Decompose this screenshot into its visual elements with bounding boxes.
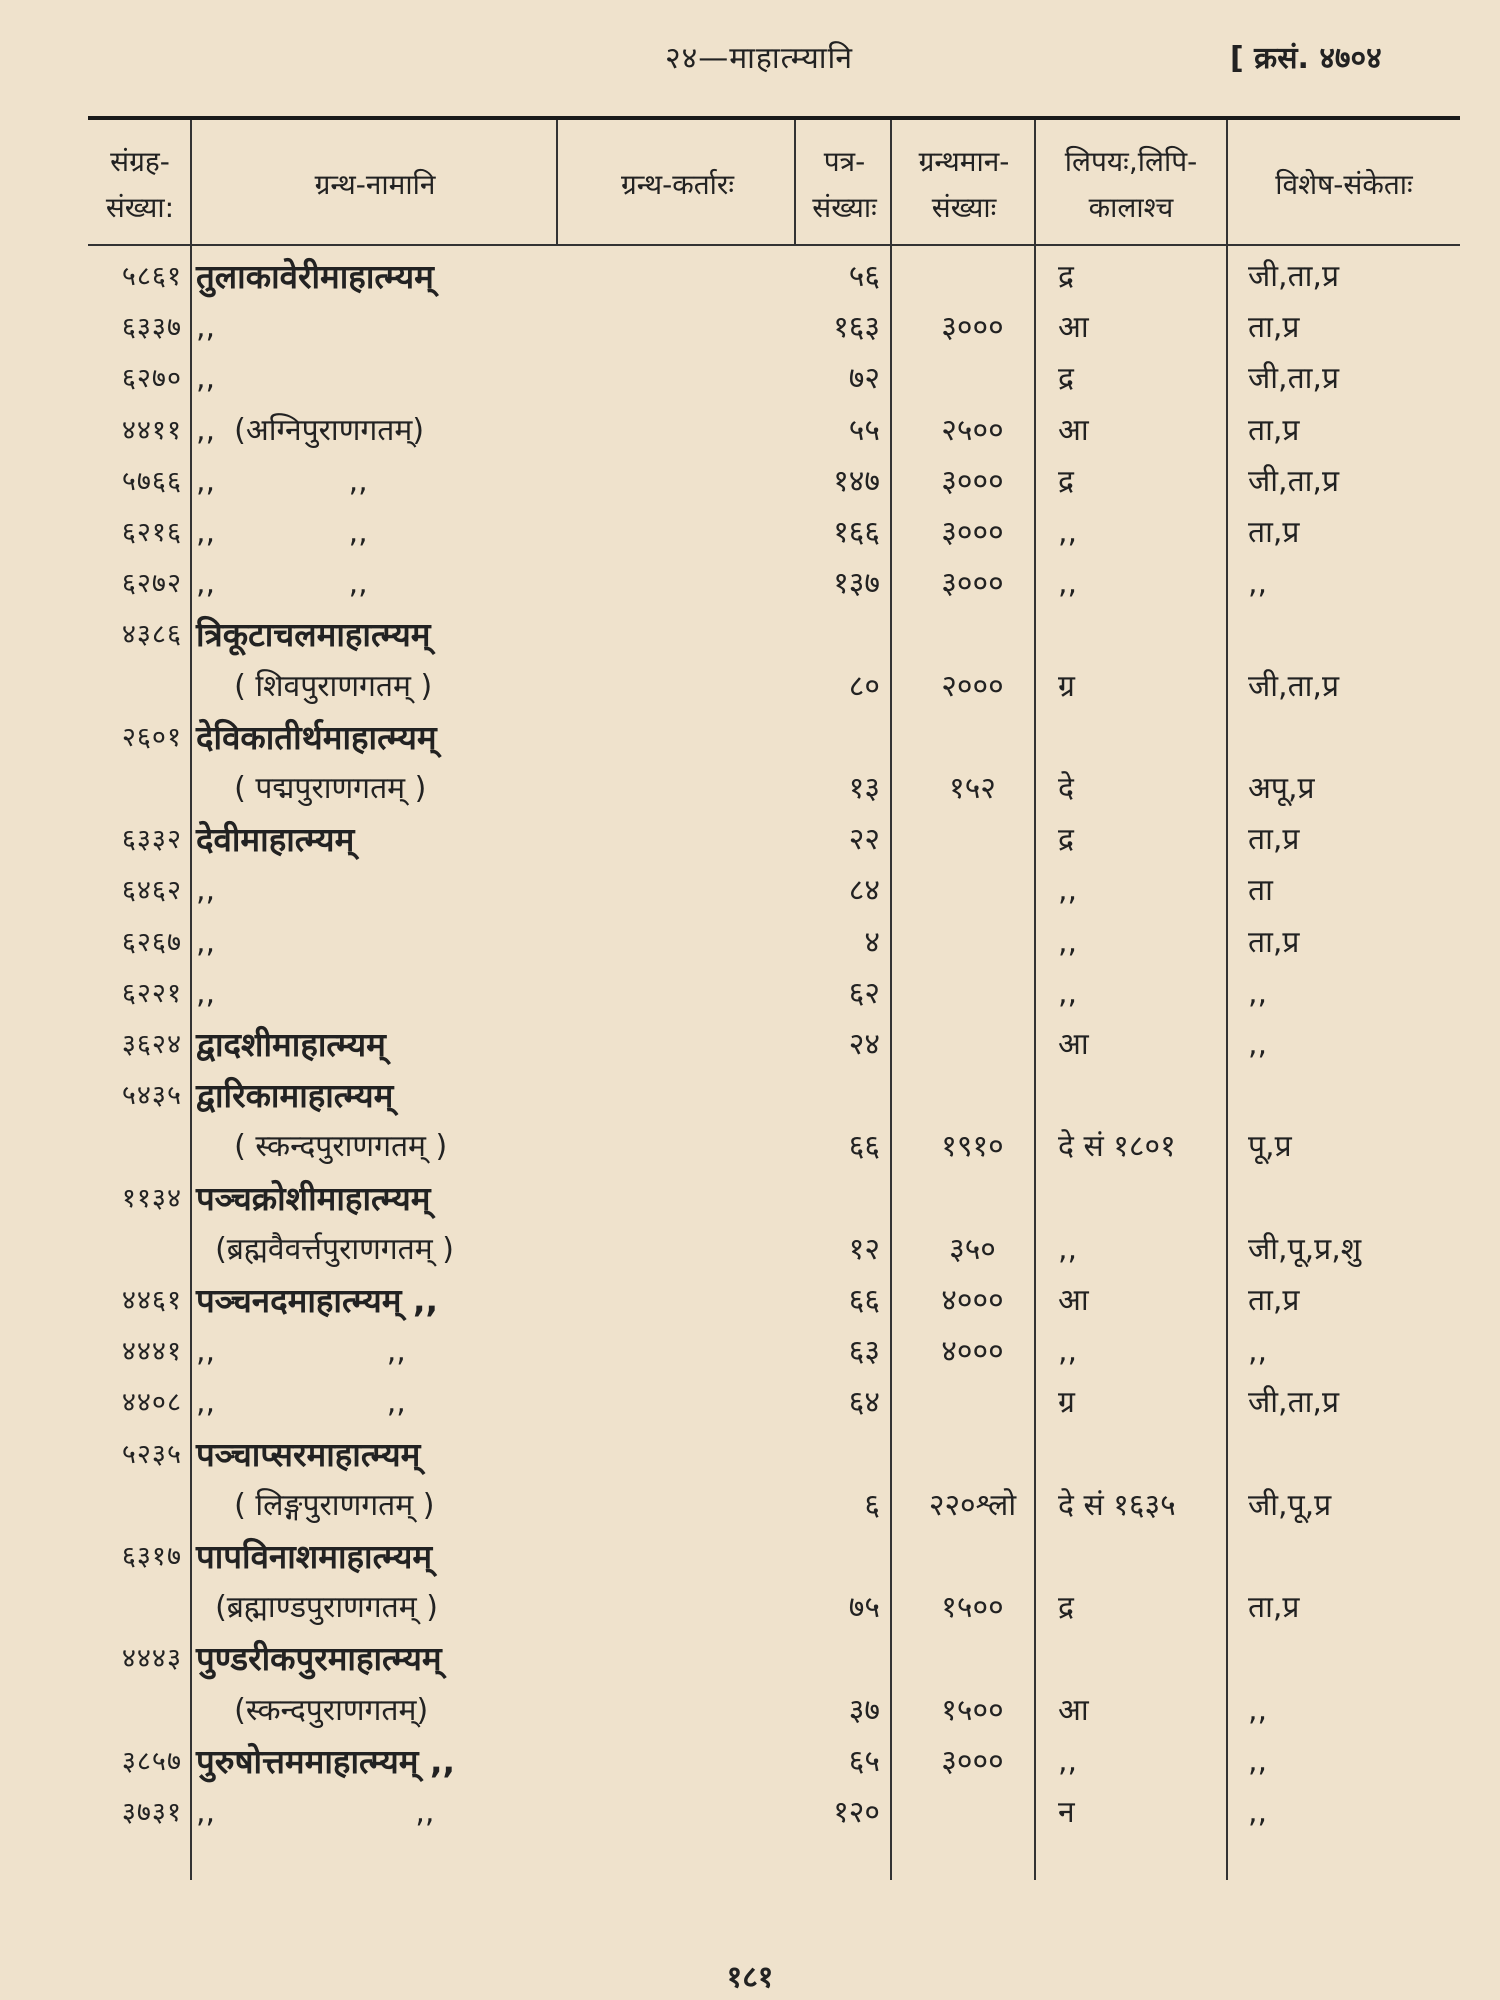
- leaves-count: २२: [848, 822, 880, 858]
- serial-number: ५४३५: [121, 1080, 182, 1112]
- leaves-count: ८४: [848, 873, 880, 909]
- serial-number: [80, 1583, 182, 1633]
- leaves-count: [800, 1532, 880, 1582]
- table-row: [0, 508, 1500, 558]
- table-row: [0, 1583, 1500, 1633]
- table-row: [0, 1788, 1500, 1838]
- extent-count: [905, 1378, 1040, 1428]
- leaves-count: १६६: [833, 515, 880, 550]
- work-name: पञ्चनदमाहात्म्यम् ,,: [196, 1281, 439, 1320]
- remarks: [1248, 1634, 1458, 1684]
- extent-count: १५००: [941, 1590, 1004, 1626]
- leaves-count: ६३: [848, 1334, 880, 1370]
- remarks: [1248, 1071, 1458, 1121]
- leaves-count: १२०: [833, 1795, 880, 1830]
- leaves-count: ७५: [848, 1590, 880, 1626]
- table-row: [0, 1481, 1500, 1531]
- work-name: ( पद्मपुराणगतम् ): [196, 771, 427, 806]
- remarks: अपू,प्र: [1248, 771, 1315, 806]
- table-row: [0, 662, 1500, 712]
- table-row: [0, 1634, 1500, 1684]
- table-row: [0, 969, 1500, 1019]
- remarks: जी,पू,प्र: [1248, 1487, 1332, 1523]
- col-header-name-text: ग्रन्थ-नामानि: [314, 168, 436, 201]
- serial-number: ५७६६: [121, 465, 182, 497]
- extent-count: ३०००: [941, 1743, 1004, 1779]
- serial-number: ५८६१: [121, 261, 182, 292]
- table-row: [0, 303, 1500, 353]
- table-row: [0, 1532, 1500, 1582]
- extent-count: [905, 815, 1040, 865]
- remarks: ता,प्र: [1248, 310, 1300, 346]
- leaves-count: ८०: [848, 668, 880, 704]
- extent-count: [905, 1788, 1040, 1838]
- remarks: ता,प्र: [1248, 924, 1300, 960]
- leaves-count: ६६: [848, 1283, 880, 1318]
- extent-count: ३०००: [941, 310, 1004, 346]
- col-header-leaves-text: पत्र- संख्याः: [812, 145, 877, 224]
- extent-count: [905, 1020, 1040, 1070]
- script-date: आ: [1058, 412, 1089, 448]
- remarks: ,,: [1248, 566, 1268, 602]
- work-name: पञ्चक्रोशीमाहात्म्यम्: [196, 1178, 431, 1218]
- script-date: आ: [1058, 1692, 1089, 1728]
- script-date: ,,: [1058, 924, 1078, 960]
- extent-count: [905, 1174, 1040, 1224]
- top-rule: [88, 116, 1460, 120]
- work-name: ,, ,,: [196, 463, 368, 499]
- work-name: ,, (अग्निपुराणगतम्): [196, 412, 425, 448]
- table-row: [0, 1276, 1500, 1326]
- script-date: दे: [1058, 771, 1074, 806]
- script-date: द्र: [1058, 822, 1074, 858]
- remarks: ता,प्र: [1248, 1283, 1300, 1318]
- extent-count: [905, 610, 1040, 660]
- extent-count: २२०श्लो: [928, 1487, 1017, 1523]
- leaves-count: ३७: [848, 1692, 880, 1728]
- serial-number: [80, 764, 182, 814]
- script-date: [1058, 713, 1228, 763]
- leaves-count: [800, 1071, 880, 1121]
- page-number: १८१: [726, 1960, 774, 1995]
- serial-number: ११३४: [121, 1182, 182, 1214]
- extent-count: १९१०: [941, 1129, 1004, 1165]
- leaves-count: ६४: [848, 1385, 880, 1421]
- col-header-serial-text: संग्रह- संख्या:: [105, 145, 175, 224]
- serial-number: ४४४१: [121, 1336, 182, 1368]
- extent-count: १५००: [941, 1692, 1004, 1728]
- table-row: [0, 1327, 1500, 1377]
- remarks: [1248, 1430, 1458, 1480]
- serial-number: ३८५७: [121, 1745, 182, 1777]
- table-row: [0, 1020, 1500, 1070]
- extent-count: [905, 713, 1040, 763]
- col-header-remarks-text: विशेष-संकेताः: [1275, 168, 1413, 201]
- remarks: [1248, 610, 1458, 660]
- serial-number: ३६२४: [121, 1029, 182, 1060]
- extent-count: १५२: [949, 771, 996, 806]
- work-name: ( स्कन्दपुराणगतम् ): [196, 1129, 448, 1165]
- remarks: जी,ता,प्र: [1248, 668, 1340, 704]
- remarks: [1248, 713, 1458, 763]
- remarks: ता,प्र: [1248, 822, 1300, 858]
- extent-count: [905, 918, 1040, 968]
- remarks: जी,ता,प्र: [1248, 463, 1340, 499]
- extent-count: ३०००: [941, 463, 1004, 499]
- table-row: [0, 457, 1500, 507]
- work-name: ,, ,,: [196, 1795, 435, 1830]
- leaves-count: ६: [864, 1487, 880, 1523]
- leaves-count: १६३: [833, 310, 880, 346]
- extent-count: २०००: [941, 668, 1004, 704]
- extent-count: ४०००: [941, 1334, 1004, 1370]
- extent-count: ३०००: [941, 566, 1004, 602]
- leaves-count: ६६: [848, 1129, 880, 1165]
- script-date: ,,: [1058, 515, 1078, 550]
- script-date: [1058, 1430, 1228, 1480]
- work-name: द्वादशीमाहात्म्यम्: [196, 1025, 386, 1064]
- leaves-count: ५६: [848, 259, 880, 294]
- table-row: [0, 1071, 1500, 1121]
- extent-count: [905, 1071, 1040, 1121]
- leaves-count: ६५: [848, 1743, 880, 1779]
- extent-count: ४०००: [941, 1283, 1004, 1318]
- script-date: ग्र: [1058, 1385, 1075, 1421]
- col-header-script: [1036, 130, 1226, 240]
- work-name: पापविनाशमाहात्म्यम्: [196, 1537, 433, 1576]
- table-row: [0, 713, 1500, 763]
- table-row: [0, 1378, 1500, 1428]
- script-date: [1058, 1532, 1228, 1582]
- work-name: ,,: [196, 924, 216, 960]
- leaves-count: २४: [848, 1027, 880, 1062]
- col-header-author: [560, 130, 795, 240]
- remarks: ता,प्र: [1248, 515, 1300, 550]
- header-rule: [88, 244, 1460, 246]
- work-name: त्रिकूटाचलमाहात्म्यम्: [196, 615, 431, 655]
- script-date: ,,: [1058, 1231, 1078, 1267]
- remarks: ,,: [1248, 1334, 1268, 1370]
- serial-number: ६३३२: [121, 824, 182, 856]
- work-name: देवीमाहात्म्यम्: [196, 820, 355, 860]
- table-row: [0, 1122, 1500, 1172]
- col-header-author-text: ग्रन्थ-कर्तारः: [620, 168, 735, 201]
- extent-count: ३५०: [949, 1231, 996, 1267]
- extent-count: [905, 354, 1040, 404]
- serial-number: [80, 1686, 182, 1736]
- work-name: ,,: [196, 361, 216, 397]
- serial-number: ६२१६: [121, 517, 182, 548]
- leaves-count: ५५: [848, 412, 880, 448]
- col-header-name: [195, 130, 555, 240]
- serial-number: ६२२१: [121, 977, 182, 1009]
- table-row: [0, 1174, 1500, 1224]
- script-date: द्र: [1058, 1590, 1074, 1626]
- script-date: दे सं १८०१: [1058, 1129, 1176, 1165]
- remarks: ,,: [1248, 1795, 1268, 1830]
- remarks: ता: [1248, 873, 1273, 909]
- remarks: ,,: [1248, 1743, 1268, 1779]
- script-date: द्र: [1058, 361, 1074, 397]
- work-name: (ब्रह्माण्डपुराणगतम् ): [196, 1590, 438, 1626]
- col-header-leaves: [797, 130, 892, 240]
- serial-number: ३७३१: [121, 1797, 182, 1828]
- work-name: ,, ,,: [196, 1385, 406, 1421]
- extent-count: [905, 866, 1040, 916]
- table-row: [0, 1686, 1500, 1736]
- work-name: द्वारिकामाहात्म्यम्: [196, 1076, 394, 1116]
- extent-count: [905, 1532, 1040, 1582]
- extent-count: [905, 252, 1040, 302]
- serial-number: ५२३५: [121, 1438, 182, 1470]
- script-date: ,,: [1058, 1334, 1078, 1370]
- extent-count: [905, 969, 1040, 1019]
- remarks: [1248, 1532, 1458, 1582]
- work-name: पुण्डरीकपुरमाहात्म्यम्: [196, 1639, 442, 1679]
- script-date: ,,: [1058, 873, 1078, 909]
- remarks: ,,: [1248, 1027, 1268, 1062]
- table-row: [0, 406, 1500, 456]
- remarks: ,,: [1248, 1692, 1268, 1728]
- script-date: [1058, 1174, 1228, 1224]
- script-date: आ: [1058, 1027, 1089, 1062]
- serial-number: २६०१: [121, 721, 182, 753]
- remarks: [1248, 1174, 1458, 1224]
- leaves-count: [800, 1174, 880, 1224]
- table-row: [0, 815, 1500, 865]
- script-date: ,,: [1058, 975, 1078, 1011]
- serial-number: ६३१७: [121, 1541, 182, 1572]
- serial-number: ६२७०: [121, 363, 182, 395]
- script-date: आ: [1058, 310, 1089, 346]
- work-name: देविकातीर्थमाहात्म्यम्: [196, 717, 437, 757]
- leaves-count: ७२: [848, 361, 880, 397]
- remarks: जी,ता,प्र: [1248, 259, 1340, 294]
- serial-number: ४४६१: [121, 1285, 182, 1316]
- work-name: (स्कन्दपुराणगतम्): [196, 1692, 429, 1728]
- work-name: ( लिङ्गपुराणगतम् ): [196, 1487, 435, 1523]
- serial-number: ६२६७: [121, 926, 182, 958]
- leaves-count: [800, 1634, 880, 1684]
- leaves-count: [800, 713, 880, 763]
- table-row: [0, 354, 1500, 404]
- work-name: ,,: [196, 873, 216, 909]
- table-row: [0, 1225, 1500, 1275]
- leaves-count: [800, 1430, 880, 1480]
- column-divider: [556, 120, 558, 244]
- col-header-remarks: [1228, 130, 1460, 240]
- leaves-count: १३: [848, 771, 880, 806]
- table-row: [0, 559, 1500, 609]
- script-date: [1058, 610, 1228, 660]
- serial-number: ४४४३: [121, 1643, 182, 1675]
- serial-number: ४४०८: [121, 1387, 182, 1419]
- work-name: पञ्चाप्सरमाहात्म्यम्: [196, 1434, 421, 1474]
- serial-number: [80, 1122, 182, 1172]
- remarks: ता,प्र: [1248, 1590, 1300, 1626]
- serial-number: ६२७२: [121, 568, 182, 600]
- script-date: ग्र: [1058, 668, 1075, 704]
- serial-number: ६३३७: [121, 312, 182, 344]
- section-title: २४—माहात्म्यानि: [665, 41, 853, 76]
- work-name: ( शिवपुराणगतम् ): [196, 668, 433, 704]
- serial-number: [80, 1225, 182, 1275]
- leaves-count: १२: [848, 1231, 880, 1267]
- table-row: [0, 610, 1500, 660]
- remarks: जी,ता,प्र: [1248, 1385, 1340, 1421]
- leaves-count: १३७: [833, 566, 880, 602]
- work-name: तुलाकावेरीमाहात्म्यम्: [196, 257, 434, 296]
- remarks: जी,ता,प्र: [1248, 361, 1340, 397]
- remarks: ,,: [1248, 975, 1268, 1011]
- entry-reference: [ क्रसं. ४७०४: [1230, 41, 1382, 76]
- work-name: (ब्रह्मवैवर्त्तपुराणगतम् ): [196, 1231, 454, 1267]
- serial-number: [80, 1481, 182, 1531]
- running-head: [0, 32, 1500, 82]
- script-date: [1058, 1634, 1228, 1684]
- script-date: ,,: [1058, 566, 1078, 602]
- extent-count: [905, 1634, 1040, 1684]
- script-date: न: [1058, 1795, 1075, 1830]
- work-name: ,,: [196, 975, 216, 1011]
- extent-count: २५००: [941, 412, 1004, 448]
- script-date: द्र: [1058, 259, 1074, 294]
- col-header-script-text: लिपयः,लिपि- कालाश्च: [1064, 145, 1198, 224]
- script-date: ,,: [1058, 1743, 1078, 1779]
- leaves-count: [800, 610, 880, 660]
- script-date: आ: [1058, 1283, 1089, 1318]
- serial-number: [80, 662, 182, 712]
- work-name: ,, ,,: [196, 1334, 406, 1370]
- remarks: पू,प्र: [1248, 1129, 1292, 1165]
- leaves-count: ४: [864, 924, 880, 960]
- script-date: दे सं १६३५: [1058, 1487, 1176, 1523]
- col-header-extent-text: ग्रन्थमान- संख्याः: [918, 145, 1010, 224]
- leaves-count: ६२: [848, 975, 880, 1011]
- serial-number: ४३८६: [121, 619, 182, 651]
- table-row: [0, 866, 1500, 916]
- table-row: [0, 1737, 1500, 1787]
- table-row: [0, 918, 1500, 968]
- remarks: जी,पू,प्र,शु: [1248, 1231, 1362, 1267]
- work-name: ,, ,,: [196, 515, 368, 550]
- table-row: [0, 1430, 1500, 1480]
- work-name: ,, ,,: [196, 566, 368, 602]
- remarks: ता,प्र: [1248, 412, 1300, 448]
- column-divider: [794, 120, 796, 244]
- table-row: [0, 252, 1500, 302]
- extent-count: ३०००: [941, 515, 1004, 550]
- table-row: [0, 764, 1500, 814]
- extent-count: [905, 1430, 1040, 1480]
- script-date: [1058, 1071, 1228, 1121]
- serial-number: ६४६२: [121, 875, 182, 907]
- work-name: पुरुषोत्तममाहात्म्यम् ,,: [196, 1741, 456, 1781]
- script-date: द्र: [1058, 463, 1074, 499]
- leaves-count: १४७: [833, 463, 880, 499]
- col-header-serial: [90, 130, 190, 240]
- col-header-extent: [894, 130, 1034, 240]
- work-name: ,,: [196, 310, 216, 346]
- serial-number: ४४११: [121, 414, 182, 446]
